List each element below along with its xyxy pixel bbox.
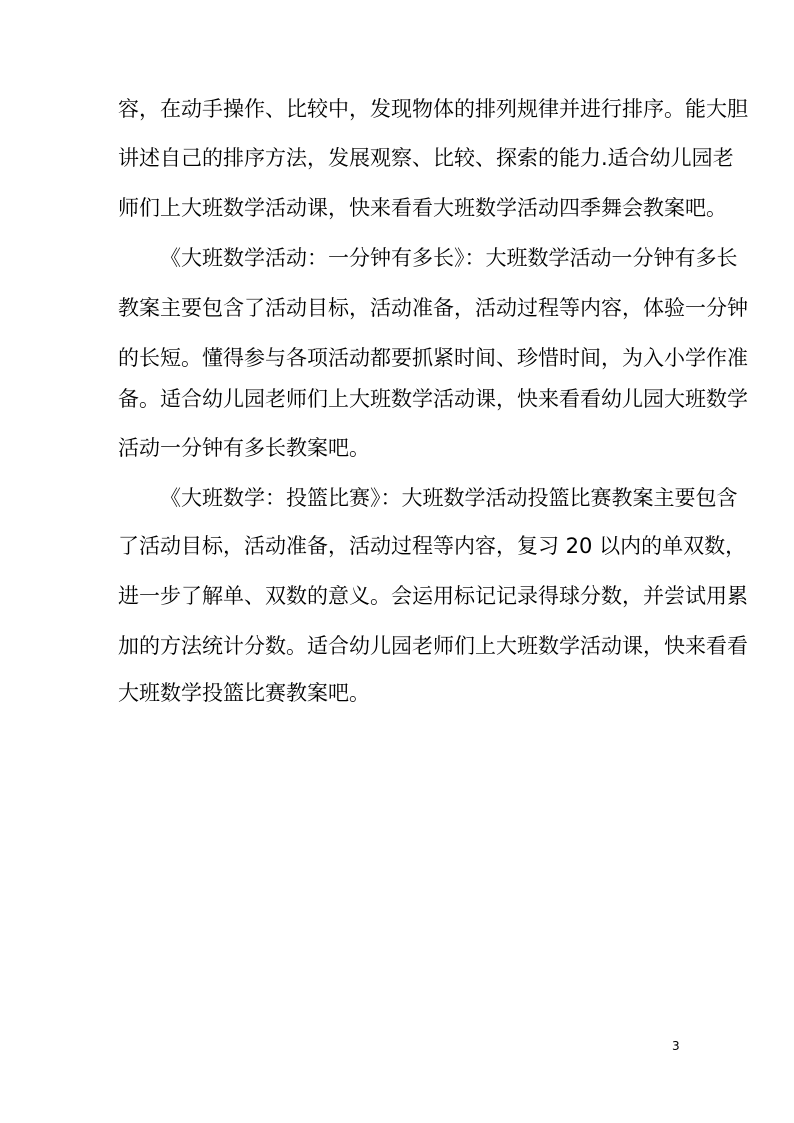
text-line: 讲述自己的排序方法，发展观察、比较、探索的能力.适合幼儿园老 xyxy=(118,146,734,170)
text-line: 容，在动手操作、比较中，发现物体的排列规律并进行排序。能大胆 xyxy=(118,97,748,121)
text-line: 师们上大班数学活动课，快来看看大班数学活动四季舞会教案吧。 xyxy=(118,196,727,220)
paragraph-first-line: 《大班数学：投篮比赛》：大班数学活动投篮比赛教案主要包含 xyxy=(160,486,738,510)
text-line: 的长短。懂得参与各项活动都要抓紧时间、珍惜时间，为入小学作准 xyxy=(118,346,748,370)
page-number: 3 xyxy=(672,1039,680,1053)
text-line: 备。适合幼儿园老师们上大班数学活动课，快来看看幼儿园大班数学 xyxy=(118,387,748,411)
text-line: 教案主要包含了活动目标，活动准备，活动过程等内容，体验一分钟 xyxy=(118,296,748,320)
text-line: 大班数学投篮比赛教案吧。 xyxy=(118,681,370,705)
text-line: 进一步了解单、双数的意义。会运用标记记录得球分数，并尝试用累 xyxy=(118,584,748,608)
text-line: 活动一分钟有多长教案吧。 xyxy=(118,436,370,460)
text-line: 加的方法统计分数。适合幼儿园老师们上大班数学活动课，快来看看 xyxy=(118,634,748,658)
text-line: 了活动目标，活动准备，活动过程等内容，复习 20 以内的单双数， xyxy=(118,534,747,558)
paragraph-first-line: 《大班数学活动：一分钟有多长》：大班数学活动一分钟有多长 xyxy=(160,246,738,270)
